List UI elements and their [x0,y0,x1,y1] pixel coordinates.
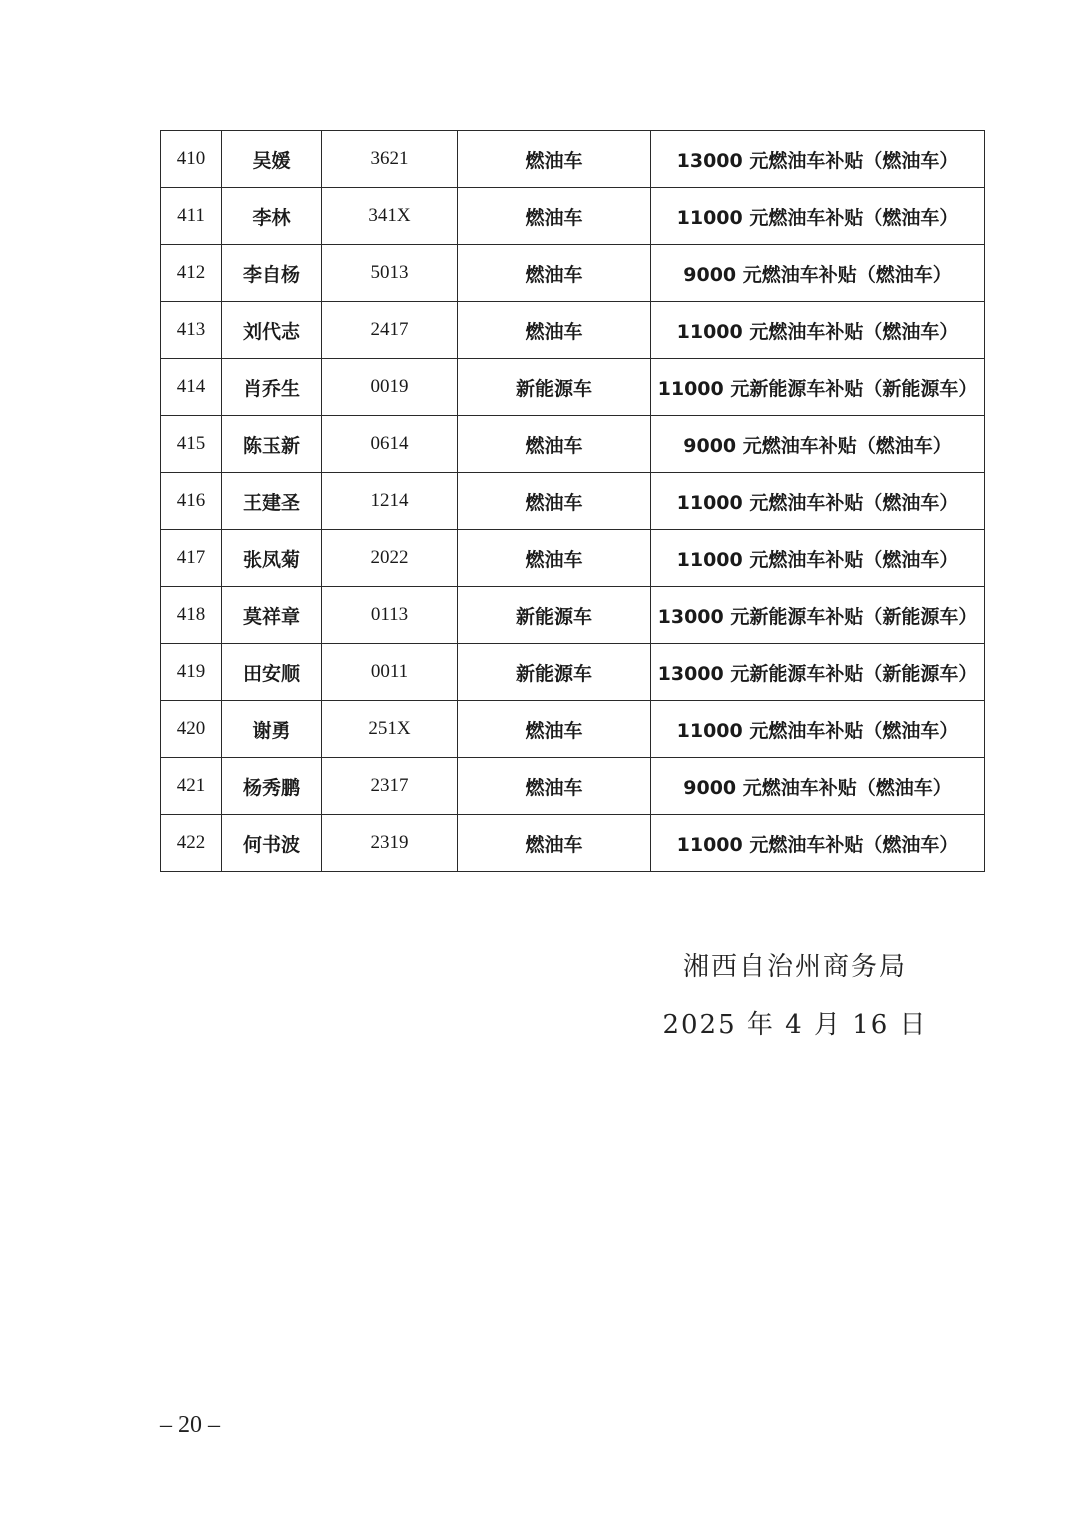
signature-block [660,938,930,1054]
vehicle-type-cell: 燃油车 [458,131,651,188]
table-body [161,131,985,872]
row-number-cell: 410 [161,131,222,188]
table-row [161,188,985,245]
vehicle-type-cell: 燃油车 [458,473,651,530]
id-suffix-cell: 0019 [322,359,458,416]
row-number-cell: 411 [161,188,222,245]
table-row [161,701,985,758]
id-suffix-cell: 2317 [322,758,458,815]
vehicle-type-cell: 新能源车 [458,359,651,416]
subsidy-cell: 9000 元燃油车补贴（燃油车） [651,416,985,473]
id-suffix-cell: 2319 [322,815,458,872]
row-number-cell: 419 [161,644,222,701]
row-number-cell: 414 [161,359,222,416]
row-number-cell: 416 [161,473,222,530]
vehicle-type-cell: 燃油车 [458,815,651,872]
subsidy-cell: 11000 元新能源车补贴（新能源车） [651,359,985,416]
row-number-cell: 412 [161,245,222,302]
vehicle-type-cell: 燃油车 [458,701,651,758]
page-number: – 20 – [160,1412,220,1438]
subsidy-cell: 11000 元燃油车补贴（燃油车） [651,701,985,758]
name-cell: 李林 [222,188,322,245]
row-number-cell: 422 [161,815,222,872]
issuing-organization: 湘西自治州商务局 [682,952,907,982]
name-cell: 杨秀鹏 [222,758,322,815]
table-row [161,587,985,644]
id-suffix-cell: 2022 [322,530,458,587]
subsidy-cell: 13000 元新能源车补贴（新能源车） [651,587,985,644]
name-cell: 田安顺 [222,644,322,701]
name-cell: 莫祥章 [222,587,322,644]
name-cell: 刘代志 [222,302,322,359]
row-number-cell: 420 [161,701,222,758]
vehicle-type-cell: 燃油车 [458,302,651,359]
row-number-cell: 418 [161,587,222,644]
subsidy-cell: 11000 元燃油车补贴（燃油车） [651,530,985,587]
id-suffix-cell: 5013 [322,245,458,302]
id-suffix-cell: 1214 [322,473,458,530]
name-cell: 何书波 [222,815,322,872]
table-row [161,416,985,473]
name-cell: 肖乔生 [222,359,322,416]
id-suffix-cell: 2417 [322,302,458,359]
vehicle-type-cell: 燃油车 [458,245,651,302]
row-number-cell: 421 [161,758,222,815]
issue-date: 2025 年 4 月 16 日 [662,1010,928,1040]
table-row [161,245,985,302]
row-number-cell: 413 [161,302,222,359]
id-suffix-cell: 0011 [322,644,458,701]
table-row [161,302,985,359]
id-suffix-cell: 251X [322,701,458,758]
id-suffix-cell: 0614 [322,416,458,473]
vehicle-type-cell: 燃油车 [458,758,651,815]
table-row [161,815,985,872]
subsidy-cell: 13000 元新能源车补贴（新能源车） [651,644,985,701]
id-suffix-cell: 3621 [322,131,458,188]
subsidy-cell: 11000 元燃油车补贴（燃油车） [651,302,985,359]
name-cell: 陈玉新 [222,416,322,473]
vehicle-type-cell: 燃油车 [458,530,651,587]
vehicle-type-cell: 燃油车 [458,188,651,245]
row-number-cell: 415 [161,416,222,473]
vehicle-type-cell: 燃油车 [458,416,651,473]
subsidy-cell: 11000 元燃油车补贴（燃油车） [651,815,985,872]
subsidy-table [160,130,985,872]
subsidy-cell: 11000 元燃油车补贴（燃油车） [651,188,985,245]
name-cell: 谢勇 [222,701,322,758]
name-cell: 李自杨 [222,245,322,302]
vehicle-type-cell: 新能源车 [458,644,651,701]
name-cell: 王建圣 [222,473,322,530]
table-row [161,131,985,188]
subsidy-cell: 9000 元燃油车补贴（燃油车） [651,245,985,302]
table-row [161,530,985,587]
name-cell: 张凤菊 [222,530,322,587]
subsidy-cell: 9000 元燃油车补贴（燃油车） [651,758,985,815]
table-row [161,359,985,416]
row-number-cell: 417 [161,530,222,587]
table-row [161,473,985,530]
id-suffix-cell: 341X [322,188,458,245]
table-row [161,644,985,701]
id-suffix-cell: 0113 [322,587,458,644]
table-row [161,758,985,815]
subsidy-cell: 11000 元燃油车补贴（燃油车） [651,473,985,530]
name-cell: 吴媛 [222,131,322,188]
vehicle-type-cell: 新能源车 [458,587,651,644]
subsidy-cell: 13000 元燃油车补贴（燃油车） [651,131,985,188]
